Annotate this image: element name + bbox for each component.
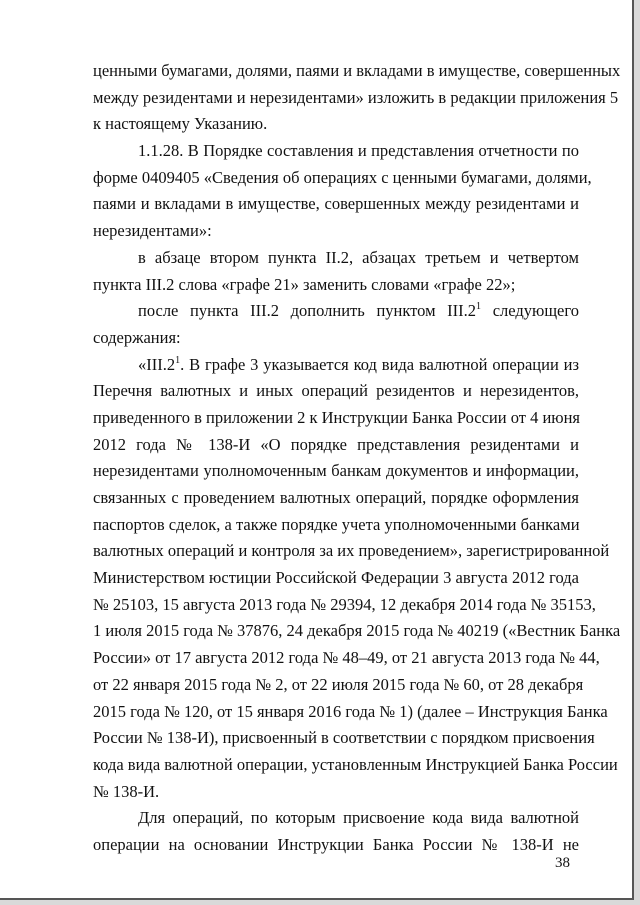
text-line bbox=[93, 779, 579, 806]
text-line-content: «III.2 bbox=[138, 354, 176, 374]
text-line-content: приведенного в приложении 2 к Инструкции Банка России от 4 июня bbox=[93, 407, 581, 427]
text-line-content: форме 0409405 «Сведения об операциях с ценными бумагами, долями, bbox=[93, 167, 592, 187]
text-line bbox=[93, 245, 579, 272]
text-line bbox=[93, 485, 579, 512]
text-line-content: нерезидентами»: bbox=[93, 221, 212, 241]
superscript: 1 bbox=[476, 301, 482, 313]
text-line-content: 2012 года № 138-И «О порядке представления резидентами и bbox=[93, 434, 579, 454]
text-line bbox=[93, 405, 579, 432]
text-line-content: содержания: bbox=[93, 327, 181, 347]
text-line-content: после пункта III.2 дополнить пунктом III.2 bbox=[138, 301, 477, 321]
text-line bbox=[93, 325, 579, 352]
text-line-content: 2015 года № 120, от 15 января 2016 года № 1) (далее – Инструкция Банка bbox=[93, 701, 608, 721]
text-line bbox=[93, 538, 610, 565]
text-line-content: операции на основании Инструкции Банка России № 138-И не bbox=[93, 834, 579, 854]
text-line bbox=[93, 111, 579, 138]
text-line-content: № 138-И. bbox=[93, 781, 160, 801]
text-line-content: между резидентами и нерезидентами» изложить в редакции приложения 5 bbox=[93, 87, 619, 107]
superscript: 1 bbox=[175, 354, 181, 366]
text-line-content: паями и вкладами в имуществе, совершенных между резидентами и bbox=[93, 194, 579, 214]
text-line-content: Для операций, по которым присвоение кода вида валютной bbox=[138, 808, 579, 828]
text-line bbox=[93, 191, 579, 218]
text-line-content: нерезидентами уполномоченным банкам документов и информации, bbox=[93, 461, 579, 481]
text-line-content: к настоящему Указанию. bbox=[93, 114, 268, 134]
text-line bbox=[93, 58, 621, 85]
text-line-content: от 22 января 2015 года № 2, от 22 июля 2015 года № 60, от 28 декабря bbox=[93, 674, 584, 694]
text-line-content: валютных операций и контроля за их проведением», зарегистрированной bbox=[93, 541, 610, 561]
text-line-content: пункта III.2 слова «графе 21» заменить словами «графе 22»; bbox=[93, 274, 516, 294]
text-line bbox=[93, 592, 596, 619]
text-line bbox=[93, 672, 584, 699]
text-line-content: России № 138-И), присвоенный в соответствии с порядком присвоения bbox=[93, 728, 595, 748]
text-line bbox=[93, 298, 579, 325]
text-line bbox=[93, 512, 579, 539]
text-line-content: кода вида валютной операции, установленным Инструкцией Банка России bbox=[93, 754, 618, 774]
text-line-continuation: следующего bbox=[481, 301, 579, 321]
text-line bbox=[93, 645, 600, 672]
text-line bbox=[93, 458, 579, 485]
text-line-content: 1 июля 2015 года № 37876, 24 декабря 2015 года № 40219 («Вестник Банка bbox=[93, 621, 621, 641]
document-text bbox=[93, 58, 621, 859]
document-body bbox=[93, 58, 621, 859]
text-line bbox=[93, 725, 595, 752]
text-line bbox=[93, 832, 579, 859]
text-line-content: паспортов сделок, а также порядке учета уполномоченными банками bbox=[93, 514, 580, 534]
text-line bbox=[93, 218, 579, 245]
text-line bbox=[93, 699, 608, 726]
text-line-continuation: . В графе 3 указывается код вида валютной операции из bbox=[180, 354, 579, 374]
text-line bbox=[93, 138, 579, 165]
text-line bbox=[93, 805, 579, 832]
text-line bbox=[93, 752, 618, 779]
text-line bbox=[93, 165, 592, 192]
text-line bbox=[93, 618, 621, 645]
text-line bbox=[93, 352, 579, 379]
text-line-content: Министерством юстиции Российской Федерации 3 августа 2012 года bbox=[93, 568, 579, 588]
text-line-content: связанных с проведением валютных операций, порядке оформления bbox=[93, 488, 579, 507]
text-line-content: 1.1.28. В Порядке составления и представления отчетности по bbox=[138, 141, 579, 161]
text-line-content: в абзаце втором пункта II.2, абзацах третьем и четвертом bbox=[138, 247, 579, 267]
text-line bbox=[93, 565, 579, 592]
text-line-content: № 25103, 15 августа 2013 года № 29394, 12 декабря 2014 года № 35153, bbox=[93, 594, 596, 614]
text-line-content: Перечня валютных и иных операций резидентов и нерезидентов, bbox=[93, 381, 579, 401]
text-line bbox=[93, 85, 619, 112]
page-number: 38 bbox=[555, 855, 570, 871]
text-line bbox=[93, 272, 579, 299]
text-line-content: России» от 17 августа 2012 года № 48–49, от 21 августа 2013 года № 44, bbox=[93, 648, 600, 668]
text-line bbox=[93, 378, 579, 405]
text-line-content: ценными бумагами, долями, паями и вкладами в имуществе, совершенных bbox=[93, 61, 621, 80]
text-line bbox=[93, 432, 579, 459]
